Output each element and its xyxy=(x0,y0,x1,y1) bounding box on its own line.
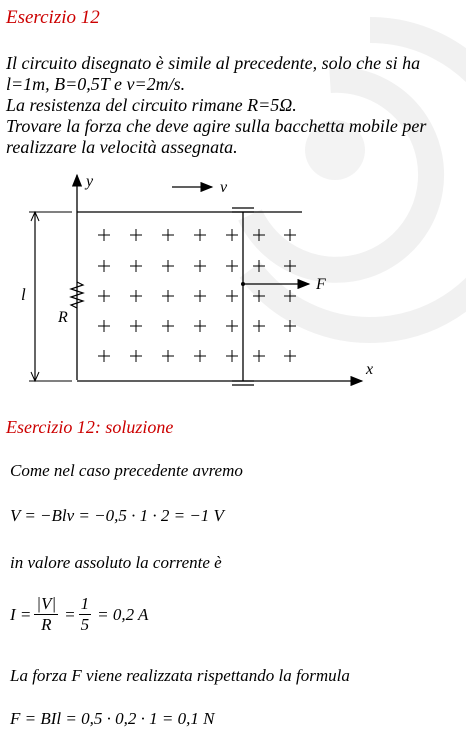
field-cross xyxy=(162,229,174,241)
field-cross xyxy=(284,320,296,332)
field-cross xyxy=(130,320,142,332)
field-cross xyxy=(226,260,238,272)
eq-current-result: = 0,2 A xyxy=(97,604,149,624)
fraction-one-over-five xyxy=(79,594,95,635)
field-cross xyxy=(98,260,110,272)
field-cross xyxy=(130,350,142,362)
field-cross xyxy=(194,350,206,362)
resistance-label: R xyxy=(58,309,68,326)
force-text: La forza F viene realizzata rispettando la formula xyxy=(10,666,350,685)
circuit-diagram xyxy=(0,165,466,405)
field-cross xyxy=(253,320,265,332)
field-cross xyxy=(162,260,174,272)
field-cross xyxy=(130,290,142,302)
eq-current-lhs: I = xyxy=(10,604,32,624)
velocity-label: v xyxy=(220,179,228,196)
problem-line: realizzare la velocità assegnata. xyxy=(6,137,238,157)
field-cross xyxy=(194,229,206,241)
field-cross xyxy=(284,350,296,362)
fraction-denominator: R xyxy=(41,615,52,634)
field-cross xyxy=(162,320,174,332)
field-cross xyxy=(226,290,238,302)
field-cross xyxy=(194,290,206,302)
field-cross xyxy=(226,320,238,332)
solution-intro: Come nel caso precedente avremo xyxy=(10,461,243,480)
equation-force: F = BIl = 0,5 · 0,2 · 1 = 0,1 N xyxy=(10,709,215,728)
magnetic-field-grid xyxy=(98,229,296,362)
field-cross xyxy=(253,260,265,272)
equation-current xyxy=(10,594,151,635)
x-axis-label: x xyxy=(366,361,374,378)
length-label: l xyxy=(21,285,26,304)
field-cross xyxy=(162,290,174,302)
field-cross xyxy=(194,260,206,272)
solution-title: Esercizio 12: soluzione xyxy=(6,417,174,437)
field-cross xyxy=(130,260,142,272)
equation-voltage: V = −Blv = −0,5 · 1 · 2 = −1 V xyxy=(10,506,224,525)
fraction-denominator: 5 xyxy=(80,615,90,634)
fraction-numerator: 1 xyxy=(80,594,90,613)
problem-line: La resistenza del circuito rimane R=5Ω. xyxy=(6,95,297,115)
problem-text xyxy=(6,53,426,158)
problem-line: Il circuito disegnato è simile al precedente, solo che si ha xyxy=(6,53,421,73)
field-cross xyxy=(98,320,110,332)
field-cross xyxy=(226,350,238,362)
field-cross xyxy=(194,320,206,332)
field-cross xyxy=(98,229,110,241)
exercise-title: Esercizio 12 xyxy=(6,7,100,28)
problem-line: Trovare la forza che deve agire sulla bacchetta mobile per xyxy=(6,116,427,136)
field-cross xyxy=(98,290,110,302)
force-label: F xyxy=(316,276,326,293)
field-cross xyxy=(162,350,174,362)
field-cross xyxy=(130,229,142,241)
field-cross xyxy=(253,290,265,302)
problem-line: l=1m, B=0,5T e v=2m/s. xyxy=(6,74,186,94)
eq-current-equals: = xyxy=(64,604,76,624)
field-cross xyxy=(284,260,296,272)
y-axis-label: y xyxy=(86,173,94,190)
field-cross xyxy=(98,350,110,362)
field-cross xyxy=(284,290,296,302)
fraction-numerator: |V| xyxy=(36,594,57,613)
field-cross xyxy=(253,350,265,362)
current-text: in valore assoluto la corrente è xyxy=(10,553,222,572)
field-cross xyxy=(284,229,296,241)
field-cross xyxy=(253,229,265,241)
field-cross xyxy=(226,229,238,241)
fraction-v-over-r xyxy=(34,594,61,635)
